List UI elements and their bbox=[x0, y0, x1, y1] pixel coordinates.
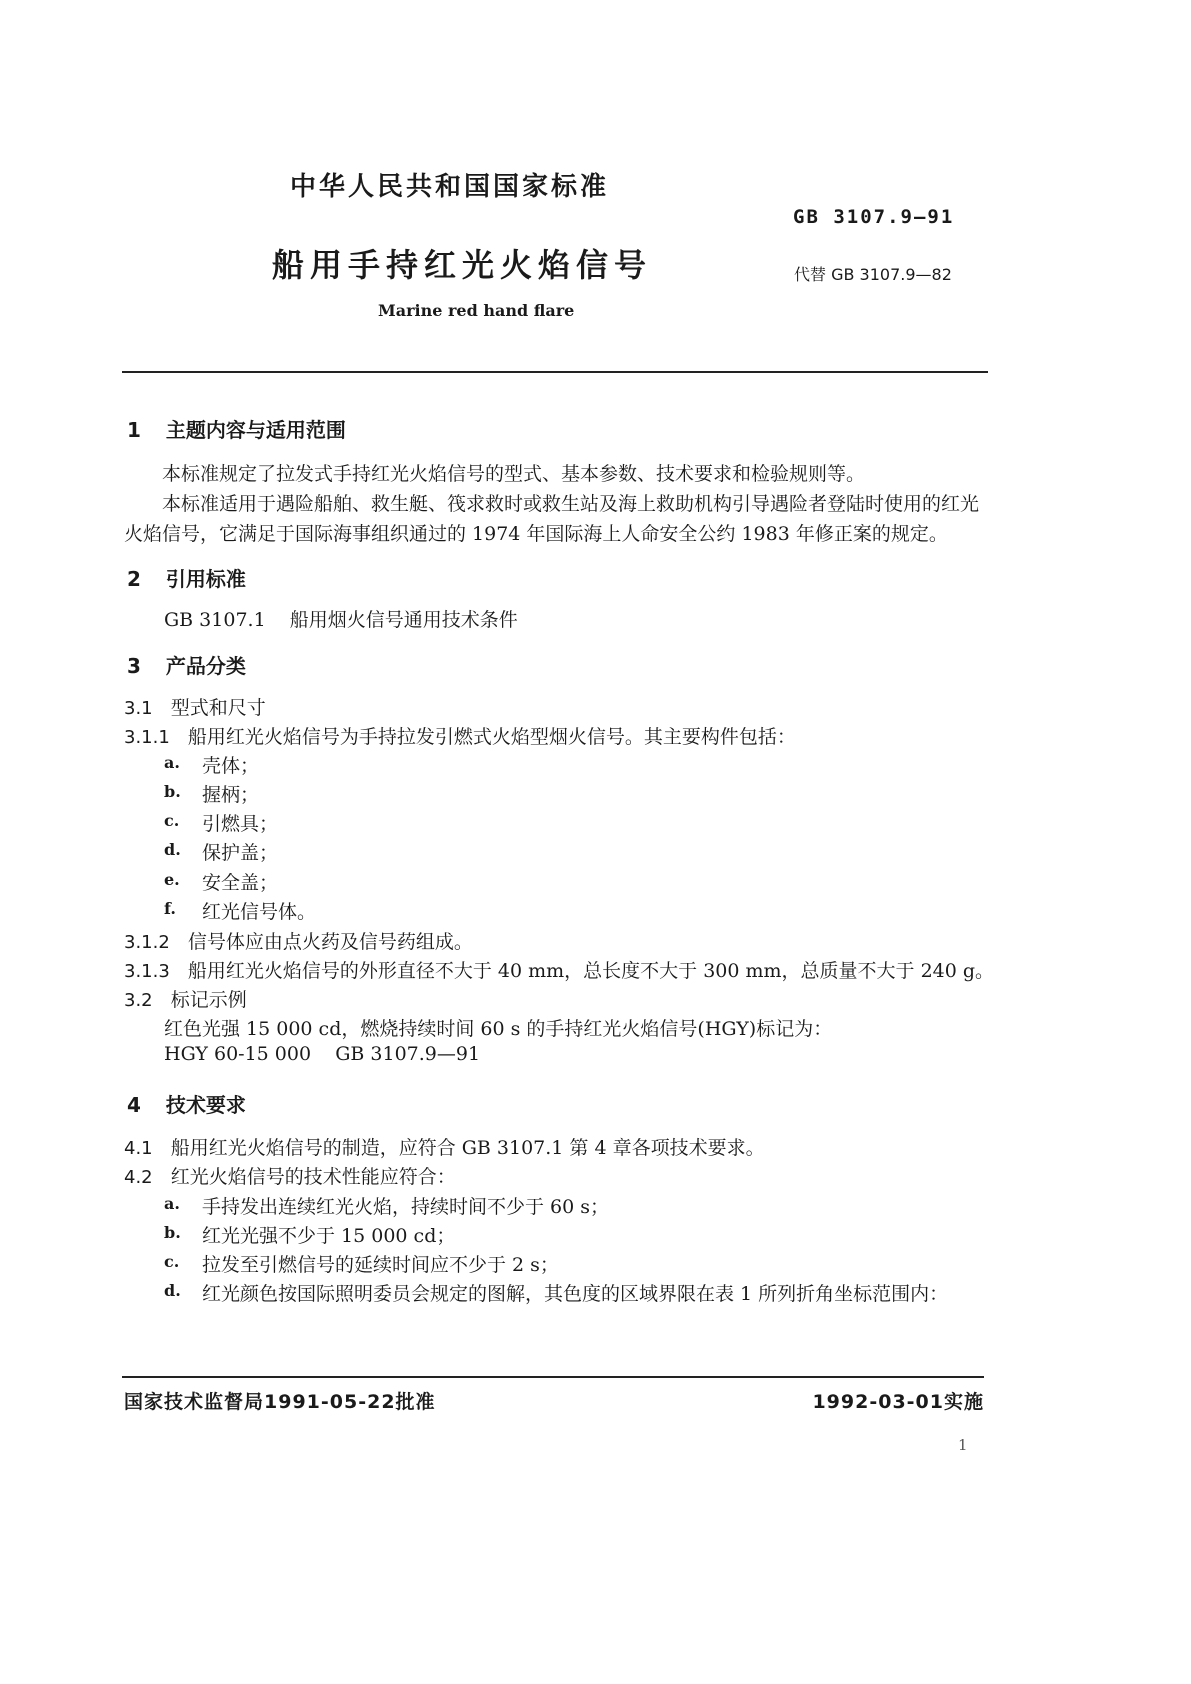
section-title: 技术要求 bbox=[165, 1093, 246, 1117]
item-text: 引燃具； bbox=[202, 813, 279, 835]
item-text: 握柄； bbox=[202, 784, 260, 806]
header-rule bbox=[122, 371, 988, 373]
list-item bbox=[164, 780, 260, 806]
clause-3-1-1 bbox=[124, 722, 796, 749]
section-number: 1 bbox=[127, 418, 141, 442]
item-text: 手持发出连续红光火焰，持续时间不少于 60 s； bbox=[202, 1196, 610, 1218]
clause-title: 标记示例 bbox=[170, 989, 247, 1011]
item-text: 安全盖； bbox=[202, 872, 279, 894]
section-title: 引用标准 bbox=[165, 567, 246, 591]
section-number: 3 bbox=[127, 654, 141, 678]
list-item bbox=[164, 868, 279, 894]
list-item bbox=[164, 1279, 949, 1305]
standard-number: GB 3107.9—91 bbox=[793, 206, 955, 228]
english-title: Marine red hand flare bbox=[378, 301, 575, 320]
clause-number: 3.2 bbox=[124, 990, 153, 1011]
reference-entry bbox=[164, 605, 518, 632]
clause-text: 船用红光火焰信号为手持拉发引燃式火焰型烟火信号。其主要构件包括： bbox=[187, 726, 796, 748]
item-letter: b. bbox=[164, 782, 181, 801]
subsection-3-2 bbox=[124, 985, 247, 1012]
item-letter: f. bbox=[164, 899, 176, 918]
clause-text: 红光火焰信号的技术性能应符合： bbox=[170, 1166, 456, 1188]
clause-text: 船用红光火焰信号的制造，应符合 GB 3107.1 第 4 章各项技术要求。 bbox=[170, 1137, 765, 1159]
section-1-heading bbox=[127, 414, 346, 443]
list-item bbox=[164, 897, 317, 923]
item-letter: a. bbox=[164, 753, 180, 772]
item-text: 壳体； bbox=[202, 755, 260, 777]
document-title: 船用手持红光火焰信号 bbox=[272, 246, 653, 284]
clause-text: 船用红光火焰信号的外形直径不大于 40 mm，总长度不大于 300 mm，总质量不大于 240 g。 bbox=[187, 960, 995, 982]
paragraph-continuation: 火焰信号，它满足于国际海事组织通过的 1974 年国际海上人命安全公约 1983 年修正案的规定。 bbox=[124, 523, 948, 545]
section-title: 产品分类 bbox=[165, 654, 246, 678]
clause-number: 3.1 bbox=[124, 698, 153, 719]
clause-number: 3.1.3 bbox=[124, 961, 170, 982]
effective-date-line: 1992-03-01实施 bbox=[812, 1391, 984, 1413]
list-item bbox=[164, 751, 260, 777]
item-letter: b. bbox=[164, 1223, 181, 1242]
clause-text: 信号体应由点火药及信号药组成。 bbox=[187, 931, 473, 953]
page-number: 1 bbox=[958, 1436, 968, 1454]
list-item bbox=[164, 1192, 610, 1218]
item-letter: d. bbox=[164, 840, 181, 859]
marking-example-text: 红色光强 15 000 cd，燃烧持续时间 60 s 的手持红光火焰信号(HGY)标记为： bbox=[164, 1018, 833, 1040]
clause-number: 4.2 bbox=[124, 1167, 153, 1188]
item-letter: d. bbox=[164, 1281, 181, 1300]
clause-title: 型式和尺寸 bbox=[170, 697, 266, 719]
clause-4-2 bbox=[124, 1162, 456, 1189]
item-text: 拉发至引燃信号的延续时间应不少于 2 s； bbox=[202, 1254, 559, 1276]
reference-title: 船用烟火信号通用技术条件 bbox=[289, 609, 518, 631]
item-letter: e. bbox=[164, 870, 180, 889]
section-title: 主题内容与适用范围 bbox=[165, 418, 346, 442]
item-letter: c. bbox=[164, 811, 180, 830]
clause-number: 3.1.2 bbox=[124, 932, 170, 953]
clause-4-1 bbox=[124, 1133, 765, 1160]
clause-3-1-3 bbox=[124, 956, 994, 983]
clause-number: 4.1 bbox=[124, 1138, 153, 1159]
section-number: 4 bbox=[127, 1093, 141, 1117]
item-letter: a. bbox=[164, 1194, 180, 1213]
item-text: 红光光强不少于 15 000 cd； bbox=[202, 1225, 456, 1247]
item-text: 红光信号体。 bbox=[202, 901, 317, 923]
item-text: 红光颜色按国际照明委员会规定的图解，其色度的区域界限在表 1 所列折角坐标范围内： bbox=[202, 1283, 949, 1305]
section-4-heading bbox=[127, 1089, 246, 1118]
list-item bbox=[164, 838, 279, 864]
item-text: 保护盖； bbox=[202, 842, 279, 864]
reference-code: GB 3107.1 bbox=[164, 609, 266, 631]
footer-rule bbox=[122, 1376, 984, 1378]
paragraph: 本标准适用于遇险船舶、救生艇、筏求救时或救生站及海上救助机构引导遇险者登陆时使用的红光 bbox=[162, 493, 980, 515]
list-item bbox=[164, 1250, 559, 1276]
clause-number: 3.1.1 bbox=[124, 727, 170, 748]
list-item bbox=[164, 809, 279, 835]
approval-line: 国家技术监督局1991-05-22批准 bbox=[124, 1391, 436, 1413]
marking-example-code: HGY 60-15 000 GB 3107.9—91 bbox=[164, 1043, 481, 1065]
section-3-heading bbox=[127, 650, 246, 679]
section-2-heading bbox=[127, 563, 246, 592]
replaces-standard: 代替 GB 3107.9—82 bbox=[794, 265, 952, 284]
item-letter: c. bbox=[164, 1252, 180, 1271]
section-number: 2 bbox=[127, 567, 141, 591]
national-standard-title: 中华人民共和国国家标准 bbox=[290, 172, 610, 202]
paragraph: 本标准规定了拉发式手持红光火焰信号的型式、基本参数、技术要求和检验规则等。 bbox=[162, 463, 866, 485]
clause-3-1-2 bbox=[124, 927, 473, 954]
subsection-3-1 bbox=[124, 693, 266, 720]
list-item bbox=[164, 1221, 456, 1247]
